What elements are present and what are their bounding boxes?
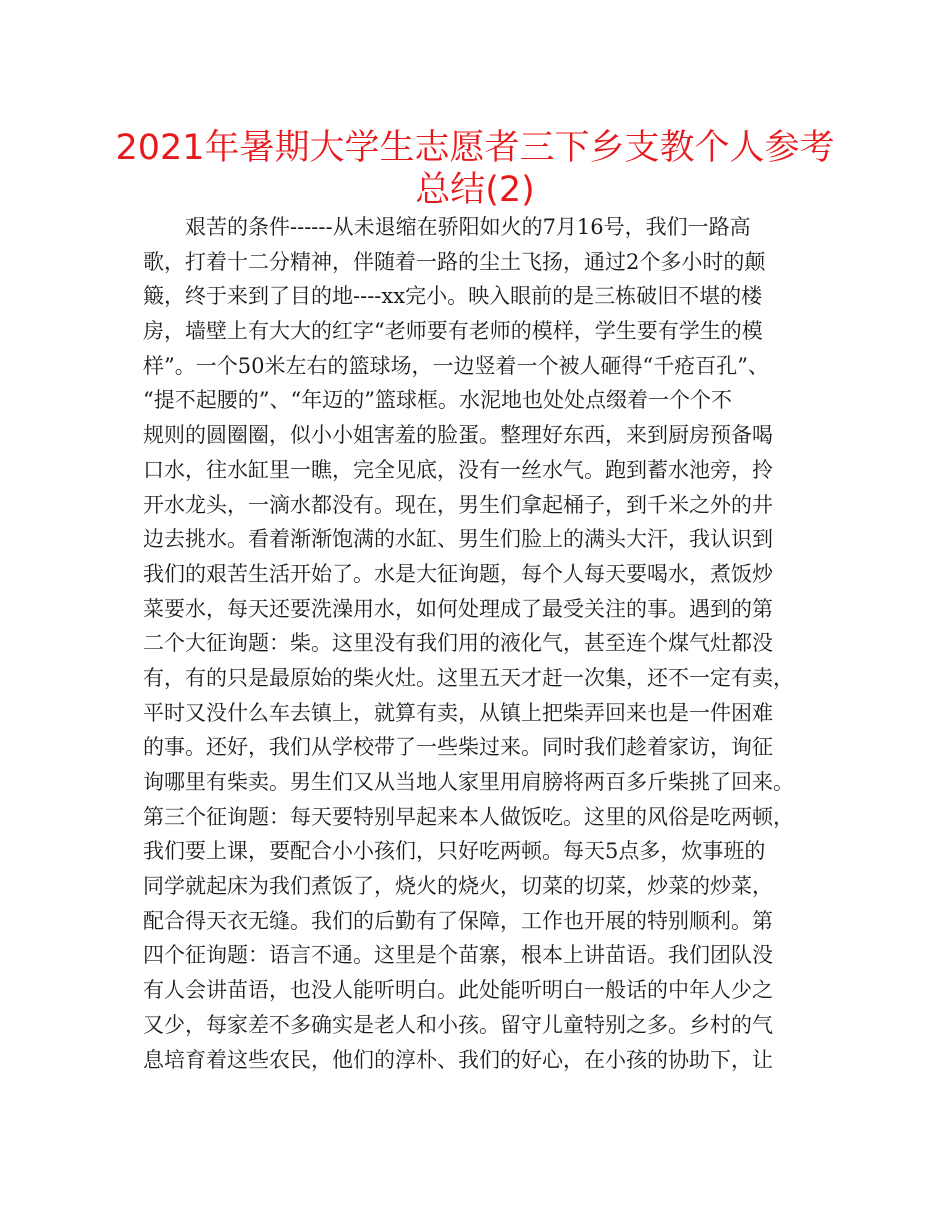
- document-title-line-2: 总结(2): [415, 170, 535, 210]
- body-line: 平时又没什么车去镇上，就算有卖，从镇上把柴弄回来也是一件困难: [143, 700, 773, 725]
- body-line: 边去挑水。看着渐渐饱满的水缸、男生们脸上的满头大汗，我认识到: [143, 527, 773, 552]
- body-line: 房，墙壁上有大大的红字“老师要有老师的模样，学生要有学生的模: [143, 319, 763, 344]
- body-line: 开水龙头，一滴水都没有。现在，男生们拿起桶子，到千米之外的井: [143, 492, 773, 517]
- document-title-line-1: 2021年暑期大学生志愿者三下乡支教个人参考: [115, 128, 835, 168]
- body-line: 样”。一个50米左右的篮球场，一边竖着一个被人砸得“千疮百孔”、: [143, 353, 769, 378]
- body-line: 第三个征询题：每天要特别早起来本人做饭吃。这里的风俗是吃两顿，: [143, 804, 794, 829]
- body-line: 配合得天衣无缝。我们的后勤有了保障，工作也开展的特别顺利。第: [143, 908, 773, 933]
- body-line: 息培育着这些农民，他们的淳朴、我们的好心，在小孩的协助下，让: [143, 1047, 773, 1072]
- body-line: 的事。还好，我们从学校带了一些柴过来。同时我们趁着家访，询征: [143, 735, 773, 760]
- body-line: “提不起腰的”、“年迈的”篮球框。水泥地也处处点缀着一个个不: [143, 388, 732, 413]
- body-line: 规则的圆圈圈，似小小姐害羞的脸蛋。整理好东西，来到厨房预备喝: [143, 423, 773, 448]
- body-line: 我们的艰苦生活开始了。水是大征询题，每个人每天要喝水，煮饭炒: [143, 561, 773, 586]
- body-line: 同学就起床为我们煮饭了，烧火的烧火，切菜的切菜，炒菜的炒菜，: [143, 874, 773, 899]
- body-line: 又少，每家差不多确实是老人和小孩。留守儿童特别之多。乡村的气: [143, 1012, 773, 1037]
- body-line: 有，有的只是最原始的柴火灶。这里五天才赶一次集，还不一定有卖，: [143, 665, 794, 690]
- body-line: 我们要上课，要配合小小孩们，只好吃两顿。每天5点多，炊事班的: [143, 839, 766, 864]
- body-line: 四个征询题：语言不通。这里是个苗寨，根本上讲苗语。我们团队没: [143, 943, 773, 968]
- body-line: 歌，打着十二分精神，伴随着一路的尘土飞扬，通过2个多小时的颠: [143, 249, 766, 274]
- body-line: 口水，往水缸里一瞧，完全见底，没有一丝水气。跑到蓄水池旁，拎: [143, 457, 773, 482]
- document-body: [143, 210, 833, 1077]
- body-line: 簸，终于来到了目的地----xx完小。映入眼前的是三栋破旧不堪的楼: [143, 284, 763, 309]
- body-line: 艰苦的条件------从未退缩在骄阳如火的7月16号，我们一路高: [143, 215, 751, 239]
- body-line: 有人会讲苗语，也没人能听明白。此处能听明白一般话的中年人少之: [143, 978, 773, 1003]
- body-line: 询哪里有柴卖。男生们又从当地人家里用肩膀将两百多斤柴挑了回来。: [143, 770, 794, 794]
- body-line: 菜要水，每天还要洗澡用水，如何处理成了最受关注的事。遇到的第: [143, 596, 773, 621]
- body-line: 二个大征询题：柴。这里没有我们用的液化气，甚至连个煤气灶都没: [143, 631, 773, 656]
